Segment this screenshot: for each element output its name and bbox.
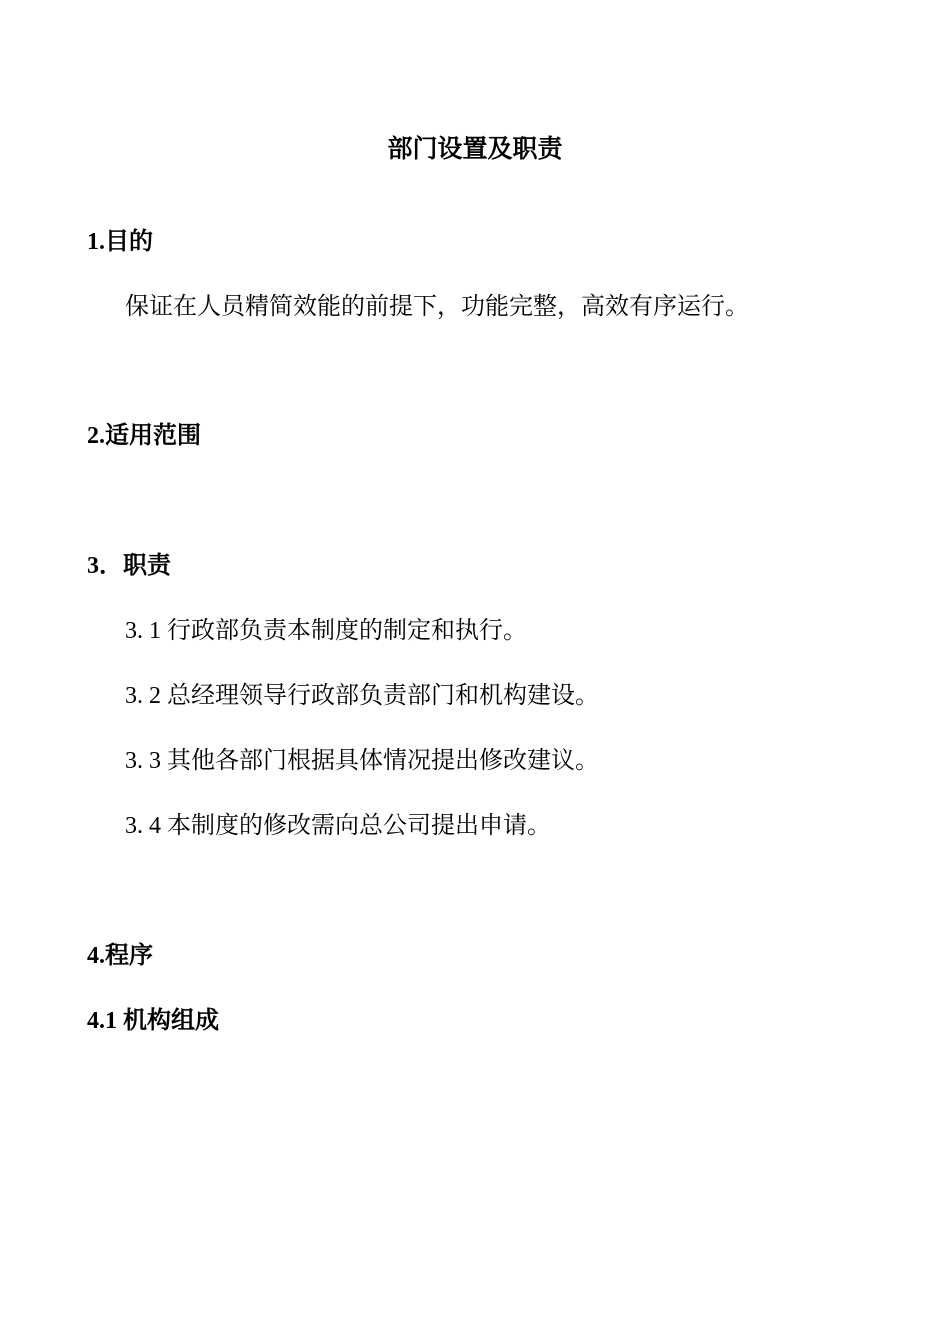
document-title: 部门设置及职责 [387, 136, 563, 163]
responsibility-item: 3. 4 本制度的修改需向总公司提出申请。 [125, 813, 551, 839]
responsibility-item: 3. 2 总经理领导行政部负责部门和机构建设。 [125, 683, 599, 709]
section-purpose-text: 保证在人员精简效能的前提下，功能完整，高效有序运行。 [125, 294, 749, 320]
section-procedure-subheading: 4.1 机构组成 [87, 1008, 219, 1034]
section-purpose-heading: 1.目的 [87, 229, 153, 255]
responsibility-item: 3. 3 其他各部门根据具体情况提出修改建议。 [125, 748, 599, 774]
section-responsibilities-heading: 3．职责 [87, 553, 171, 579]
section-scope-heading: 2.适用范围 [87, 423, 201, 449]
section-procedure-heading: 4.程序 [87, 943, 153, 969]
responsibility-item: 3. 1 行政部负责本制度的制定和执行。 [125, 618, 527, 644]
